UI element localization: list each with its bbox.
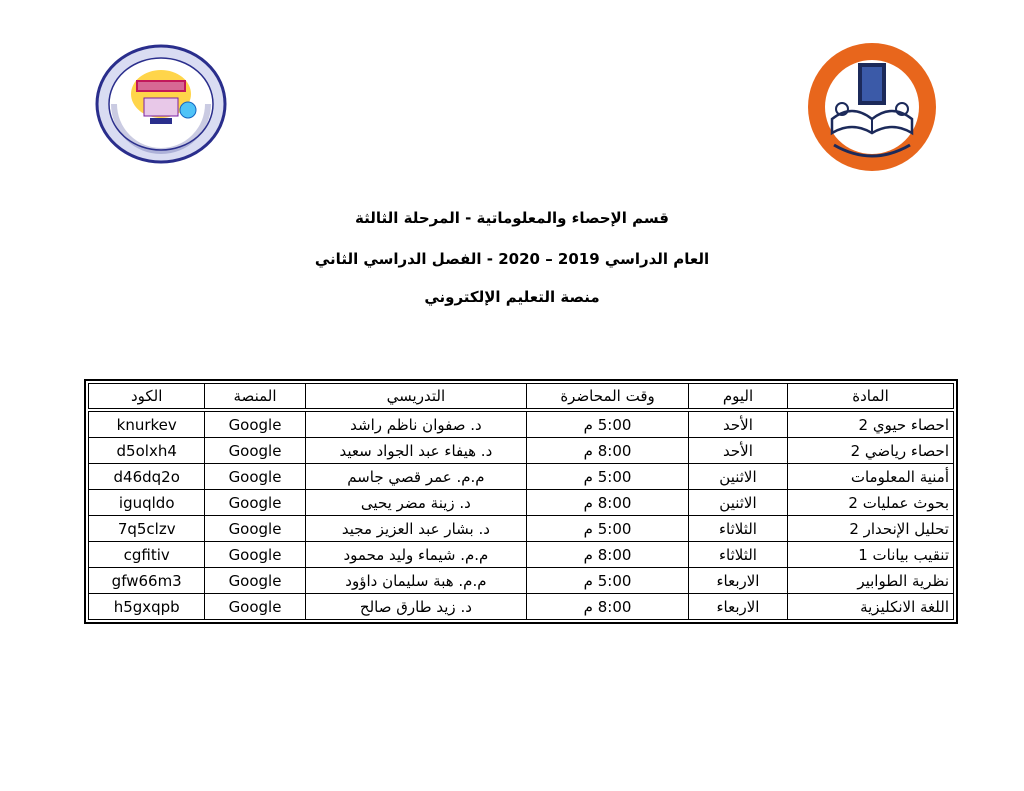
cell-time: 8:00 م — [527, 542, 689, 568]
cell-subject: تحليل الإنحدار 2 — [788, 516, 954, 542]
cell-platform: Google — [205, 464, 305, 490]
platform-title: منصة التعليم الإلكتروني — [424, 288, 600, 306]
cell-subject: أمنية المعلومات — [788, 464, 954, 490]
table-row — [89, 542, 954, 568]
cell-day: الثلاثاء — [688, 542, 787, 568]
cell-class-code: h5gxqpb — [89, 594, 205, 620]
cell-day: الاربعاء — [688, 568, 787, 594]
column-header-subject: المادة — [788, 384, 954, 411]
cell-teacher: د. زينة مضر يحيى — [305, 490, 527, 516]
cell-class-code: 7q5clzv — [89, 516, 205, 542]
cell-time: 5:00 م — [527, 464, 689, 490]
college-of-computer-sciences-seal-icon — [94, 44, 228, 164]
cell-subject: احصاء رياضي 2 — [788, 438, 954, 464]
column-header-teacher: التدريسي — [305, 384, 527, 411]
column-header-time: وقت المحاضرة — [527, 384, 689, 411]
cell-platform: Google — [205, 568, 305, 594]
column-header-day: اليوم — [688, 384, 787, 411]
table-row — [89, 410, 954, 438]
cell-subject: نظرية الطوابير — [788, 568, 954, 594]
cell-platform: Google — [205, 516, 305, 542]
cell-teacher: د. زيد طارق صالح — [305, 594, 527, 620]
cell-day: الاربعاء — [688, 594, 787, 620]
department-title: قسم الإحصاء والمعلوماتية - المرحلة الثالثة — [355, 209, 669, 227]
cell-platform: Google — [205, 594, 305, 620]
cell-teacher: د. هيفاء عبد الجواد سعيد — [305, 438, 527, 464]
table-row — [89, 490, 954, 516]
table-row — [89, 568, 954, 594]
table-row — [89, 438, 954, 464]
schedule-table — [88, 383, 954, 620]
cell-teacher: م.م. شيماء وليد محمود — [305, 542, 527, 568]
cell-class-code: gfw66m3 — [89, 568, 205, 594]
cell-teacher: م.م. عمر قصي جاسم — [305, 464, 527, 490]
cell-day: الاثنين — [688, 464, 787, 490]
cell-class-code: d5olxh4 — [89, 438, 205, 464]
cell-subject: احصاء حيوي 2 — [788, 410, 954, 438]
cell-subject: اللغة الانكليزية — [788, 594, 954, 620]
schedule-table-frame — [84, 379, 958, 624]
table-row — [89, 464, 954, 490]
cell-day: الثلاثاء — [688, 516, 787, 542]
cell-class-code: iguqldo — [89, 490, 205, 516]
cell-subject: بحوث عمليات 2 — [788, 490, 954, 516]
academic-year-line: العام الدراسي 2019 – 2020 - الفصل الدراسي الثاني — [314, 250, 710, 268]
cell-platform: Google — [205, 438, 305, 464]
cell-class-code: d46dq2o — [89, 464, 205, 490]
cell-platform: Google — [205, 490, 305, 516]
cell-subject: تنقيب بيانات 1 — [788, 542, 954, 568]
cell-day: الأحد — [688, 438, 787, 464]
cell-time: 8:00 م — [527, 594, 689, 620]
table-row — [89, 594, 954, 620]
cell-day: الاثنين — [688, 490, 787, 516]
cell-time: 8:00 م — [527, 490, 689, 516]
cell-time: 8:00 م — [527, 438, 689, 464]
cell-class-code: knurkev — [89, 410, 205, 438]
university-of-mosul-seal-icon — [806, 41, 938, 173]
cell-time: 5:00 م — [527, 516, 689, 542]
cell-time: 5:00 م — [527, 410, 689, 438]
cell-teacher: م.م. هبة سليمان داؤود — [305, 568, 527, 594]
cell-time: 5:00 م — [527, 568, 689, 594]
table-row — [89, 516, 954, 542]
cell-teacher: د. بشار عبد العزيز مجيد — [305, 516, 527, 542]
cell-day: الأحد — [688, 410, 787, 438]
cell-platform: Google — [205, 410, 305, 438]
cell-class-code: cgfitiv — [89, 542, 205, 568]
table-header-row — [89, 384, 954, 411]
column-header-platform: المنصة — [205, 384, 305, 411]
cell-platform: Google — [205, 542, 305, 568]
cell-teacher: د. صفوان ناظم راشد — [305, 410, 527, 438]
column-header-code: الكود — [89, 384, 205, 411]
